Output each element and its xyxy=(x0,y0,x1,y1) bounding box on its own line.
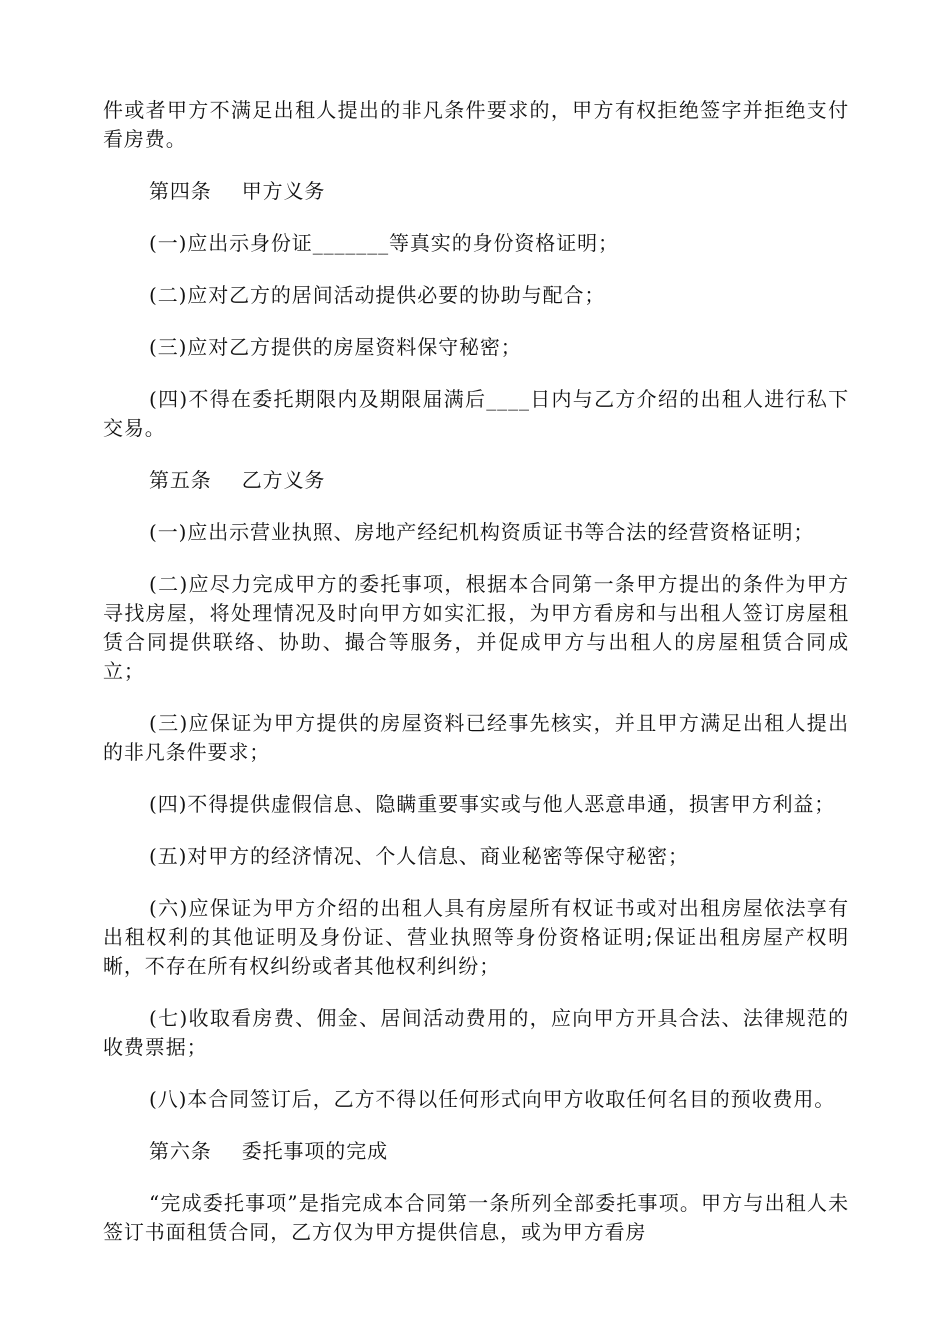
clause-5-2: (二)应尽力完成甲方的委托事项，根据本合同第一条甲方提出的条件为甲方寻找房屋，将处理情况及时向甲方如实汇报，为甲方看房和与出租人签订房屋租赁合同提供联络、协助、撮合等服务，并促成甲方与出租人的房屋租赁合同成立； xyxy=(103,572,849,683)
clause-5-1: (一)应出示营业执照、房地产经纪机构资质证书等合法的经营资格证明； xyxy=(149,520,815,544)
clause-4-3: (三)应对乙方提供的房屋资料保守秘密； xyxy=(149,335,522,359)
section-heading-article-4 xyxy=(103,177,849,206)
section-heading-article-5 xyxy=(103,466,849,495)
clause-5-4: (四)不得提供虚假信息、隐瞒重要事实或与他人恶意串通，损害甲方利益； xyxy=(149,792,836,816)
article-title: 乙方义务 xyxy=(241,468,326,492)
clause-5-8: (八)本合同签订后，乙方不得以任何形式向甲方收取任何名目的预收费用。 xyxy=(149,1087,836,1111)
section-heading-article-6 xyxy=(103,1137,849,1166)
article-number: 第四条 xyxy=(149,179,212,203)
clause-5-6: (六)应保证为甲方介绍的出租人具有房屋所有权证书或对出租房屋依法享有出租权利的其他证明及身份证、营业执照等身份资格证明;保证出租房屋产权明晰，不存在所有权纠纷或者其他权利纠纷； xyxy=(103,896,849,978)
clause-4-2: (二)应对乙方的居间活动提供必要的协助与配合； xyxy=(149,283,606,307)
article-title: 委托事项的完成 xyxy=(241,1139,389,1163)
clause-5-7: (七)收取看房费、佣金、居间活动费用的，应向甲方开具合法、法律规范的收费票据； xyxy=(103,1006,849,1059)
article-title: 甲方义务 xyxy=(241,179,326,203)
clause-6-definition: “完成委托事项”是指完成本合同第一条所列全部委托事项。甲方与出租人未签订书面租赁合同，乙方仅为甲方提供信息，或为甲方看房 xyxy=(103,1191,849,1244)
document-body xyxy=(103,96,849,1270)
clause-5-5: (五)对甲方的经济情况、个人信息、商业秘密等保守秘密； xyxy=(149,844,689,868)
article-number: 第五条 xyxy=(149,468,212,492)
clause-4-1: (一)应出示身份证_______等真实的身份资格证明； xyxy=(149,231,619,255)
article-number: 第六条 xyxy=(149,1139,212,1163)
clause-5-3: (三)应保证为甲方提供的房屋资料已经事先核实，并且甲方满足出租人提出的非凡条件要求； xyxy=(103,711,849,764)
paragraph-continuation: 件或者甲方不满足出租人提出的非凡条件要求的，甲方有权拒绝签字并拒绝支付看房费。 xyxy=(103,98,849,151)
clause-4-4: (四)不得在委托期限内及期限届满后____日内与乙方介绍的出租人进行私下交易。 xyxy=(103,387,849,440)
